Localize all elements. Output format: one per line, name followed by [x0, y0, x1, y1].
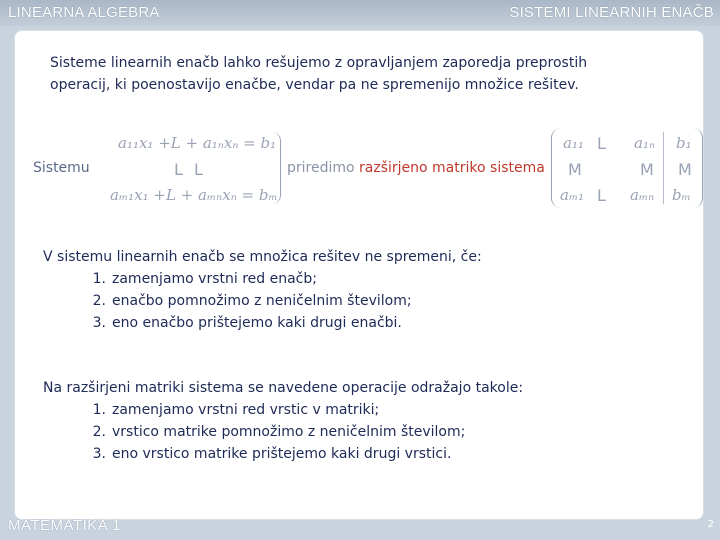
list-text: eno vrstico matrike prištejemo kaki drugi vrstici. [112, 446, 452, 462]
matrix-cell: bₘ [672, 186, 691, 204]
intro-paragraph [50, 52, 650, 96]
matrix-cell: b₁ [676, 134, 692, 152]
list-item [80, 443, 523, 465]
matrix-cell: L [597, 134, 606, 153]
list-item [80, 421, 523, 443]
matrix-cell: M [640, 160, 654, 179]
matrix-cell: a₁₁ [563, 134, 584, 152]
assignment-text [287, 160, 545, 176]
matrix-cell: M [568, 160, 582, 179]
equation-row-ellipsis: L L [174, 160, 206, 179]
matrix-operations-list [43, 399, 523, 465]
list-number: 3. [92, 315, 106, 331]
intro-line: Sisteme linearnih enačb lahko rešujemo z opravljanjem zaporedja preprostih [50, 55, 588, 71]
page-number: 2 [707, 519, 714, 530]
intro-line: operacij, ki poenostavijo enačbe, vendar pa ne spremenijo množice rešitev. [50, 77, 579, 93]
header-bar [0, 0, 720, 26]
list-item [80, 268, 482, 290]
system-label: Sistemu [33, 160, 90, 176]
augmented-matrix-separator [663, 132, 664, 204]
assignment-prefix: priredimo [287, 160, 355, 176]
list-text: eno enačbo prištejemo kaki drugi enačbi. [112, 315, 402, 331]
matrix-cell: L [597, 186, 606, 205]
list-text: zamenjamo vrstni red enačb; [112, 271, 317, 287]
list-item [80, 399, 523, 421]
matrix-cell: a₁ₙ [634, 134, 656, 152]
list-number: 1. [92, 271, 106, 287]
matrix-cell: aₘₙ [630, 186, 655, 204]
matrix-cell: aₘ₁ [560, 186, 585, 204]
equation-operations-list [43, 268, 482, 334]
equation-row-first: a₁₁x₁ +L + a₁ₙxₙ = b₁ [118, 134, 277, 152]
section-title: SISTEMI LINEARNIH ENAČB [509, 4, 714, 21]
matrix-cell: M [678, 160, 692, 179]
list-item [80, 312, 482, 334]
right-brace [272, 132, 281, 204]
list-number: 2. [92, 424, 106, 440]
list-text: vrstico matrike pomnožimo z neničelnim številom; [112, 424, 466, 440]
footer-course-name: MATEMATIKA 1 [8, 517, 121, 534]
list-number: 1. [92, 402, 106, 418]
matrix-operations-title: Na razširjeni matriki sistema se navedene operacije odražajo takole: [43, 380, 524, 396]
augmented-matrix-term: razširjeno matriko sistema [359, 160, 545, 176]
equation-operations [43, 246, 482, 334]
matrix-operations [43, 377, 523, 465]
list-number: 2. [92, 293, 106, 309]
equation-row-last: aₘ₁x₁ +L + aₘₙxₙ = bₘ [110, 186, 278, 204]
list-number: 3. [92, 446, 106, 462]
list-text: zamenjamo vrstni red vrstic v matriki; [112, 402, 380, 418]
equation-operations-title: V sistemu linearnih enačb se množica rešitev ne spremeni, če: [43, 249, 482, 265]
list-item [80, 290, 482, 312]
course-title: LINEARNA ALGEBRA [8, 4, 160, 21]
list-text: enačbo pomnožimo z neničelnim številom; [112, 293, 412, 309]
